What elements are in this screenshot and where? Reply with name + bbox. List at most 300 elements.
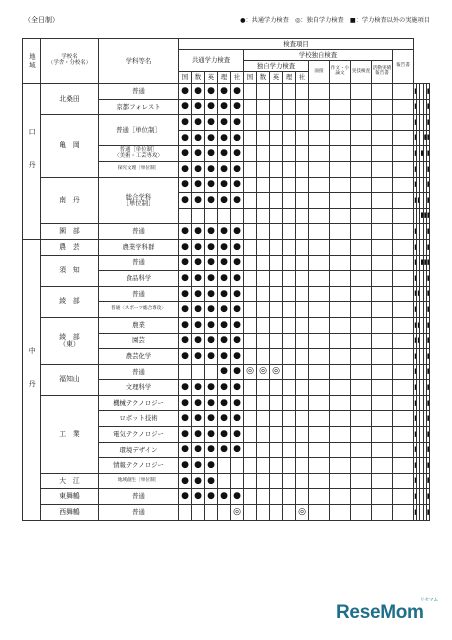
mark-cell xyxy=(426,224,429,240)
empty-cell xyxy=(218,505,231,521)
empty-cell xyxy=(244,380,257,396)
school-cell: 園 部 xyxy=(41,224,99,240)
common-test-mark: ● xyxy=(194,444,202,455)
mark-cell xyxy=(179,286,192,302)
mark-cell xyxy=(218,317,231,333)
mark-cell xyxy=(205,239,218,255)
empty-cell xyxy=(372,505,393,521)
empty-cell xyxy=(351,224,372,240)
common-test-mark: ● xyxy=(233,85,241,96)
mark-cell xyxy=(192,239,205,255)
mark-cell xyxy=(179,115,192,131)
empty-cell xyxy=(309,395,330,411)
page-header xyxy=(22,14,430,26)
common-test-mark: ● xyxy=(181,179,189,190)
empty-cell xyxy=(283,302,296,318)
mark-cell xyxy=(231,427,244,443)
common-test-mark: ● xyxy=(194,226,202,237)
empty-cell xyxy=(309,473,330,489)
empty-cell xyxy=(351,489,372,505)
mark-cell xyxy=(179,146,192,162)
mark-cell xyxy=(179,193,192,209)
subject-header-original: 社 xyxy=(296,72,309,84)
mark-cell xyxy=(426,239,429,255)
empty-cell xyxy=(330,84,351,100)
common-test-mark: ● xyxy=(233,335,241,346)
empty-cell xyxy=(270,130,283,146)
empty-cell xyxy=(257,161,270,177)
common-test-mark: ● xyxy=(207,382,215,393)
empty-cell xyxy=(330,161,351,177)
empty-cell xyxy=(270,208,283,224)
common-test-mark: ● xyxy=(181,194,189,205)
dept-cell: 情報テクノロジー xyxy=(99,458,179,474)
mark-cell xyxy=(179,84,192,100)
subject-header-common: 数 xyxy=(192,72,205,84)
mark-cell xyxy=(192,473,205,489)
mark-cell xyxy=(192,99,205,115)
table-row xyxy=(23,255,430,271)
common-test-mark: ● xyxy=(220,132,228,143)
other-item-mark xyxy=(427,258,430,266)
other-item-mark xyxy=(427,102,430,110)
subject-header-original: 英 xyxy=(270,72,283,84)
empty-cell xyxy=(309,99,330,115)
common-test-mark: ● xyxy=(220,428,228,439)
empty-cell xyxy=(257,349,270,365)
mark-cell xyxy=(205,130,218,146)
mark-cell xyxy=(192,193,205,209)
empty-cell xyxy=(270,442,283,458)
empty-cell xyxy=(179,505,192,521)
empty-cell xyxy=(283,130,296,146)
empty-cell xyxy=(244,427,257,443)
mark-cell xyxy=(426,458,429,474)
common-test-header: 共通学力検査 xyxy=(179,50,244,72)
empty-cell xyxy=(393,146,414,162)
empty-cell xyxy=(283,239,296,255)
empty-cell xyxy=(244,208,257,224)
empty-cell xyxy=(231,208,244,224)
mark-cell xyxy=(205,395,218,411)
mark-cell xyxy=(192,161,205,177)
empty-cell xyxy=(372,489,393,505)
empty-cell xyxy=(270,473,283,489)
mark-cell xyxy=(426,473,429,489)
empty-cell xyxy=(270,286,283,302)
common-test-mark: ● xyxy=(233,241,241,252)
empty-cell xyxy=(351,317,372,333)
common-test-mark: ● xyxy=(207,288,215,299)
table-row xyxy=(23,84,430,100)
other-item-mark xyxy=(427,243,430,251)
dept-cell: ロボット技術 xyxy=(99,411,179,427)
empty-cell xyxy=(351,271,372,287)
common-test-mark: ● xyxy=(194,163,202,174)
empty-cell xyxy=(244,286,257,302)
empty-cell xyxy=(309,84,330,100)
empty-cell xyxy=(372,177,393,193)
other-item-mark xyxy=(427,289,430,297)
common-test-mark: ● xyxy=(181,335,189,346)
empty-cell xyxy=(309,161,330,177)
mark-cell xyxy=(205,427,218,443)
table-row xyxy=(23,224,430,240)
common-test-mark: ● xyxy=(181,428,189,439)
empty-cell xyxy=(270,395,283,411)
empty-cell xyxy=(296,364,309,380)
subject-header-original: 国 xyxy=(244,72,257,84)
mark-cell xyxy=(179,224,192,240)
empty-cell xyxy=(218,208,231,224)
original-test-header: 独自学力検査 xyxy=(244,61,309,72)
empty-cell xyxy=(393,84,414,100)
mark-cell xyxy=(426,427,429,443)
empty-cell xyxy=(330,333,351,349)
empty-cell xyxy=(283,411,296,427)
dept-cell: 文理科学 xyxy=(99,380,179,396)
empty-cell xyxy=(393,286,414,302)
table-row xyxy=(23,317,430,333)
common-test-mark: ● xyxy=(220,491,228,502)
common-test-mark: ● xyxy=(194,132,202,143)
empty-cell xyxy=(296,255,309,271)
empty-cell xyxy=(270,99,283,115)
empty-cell xyxy=(330,427,351,443)
empty-cell xyxy=(244,317,257,333)
empty-cell xyxy=(330,380,351,396)
mark-cell xyxy=(218,224,231,240)
mark-cell xyxy=(179,349,192,365)
common-test-mark: ● xyxy=(181,444,189,455)
empty-cell xyxy=(330,224,351,240)
empty-cell xyxy=(393,380,414,396)
mark-cell xyxy=(426,177,429,193)
common-test-mark: ● xyxy=(207,428,215,439)
mark-cell xyxy=(231,317,244,333)
table-row xyxy=(23,177,430,193)
common-test-mark: ● xyxy=(181,241,189,252)
common-test-mark: ● xyxy=(220,272,228,283)
empty-cell xyxy=(270,427,283,443)
mark-cell xyxy=(192,442,205,458)
brand-logo xyxy=(336,598,440,630)
common-test-mark: ● xyxy=(194,194,202,205)
mark-cell xyxy=(205,224,218,240)
common-test-mark: ● xyxy=(181,85,189,96)
empty-cell xyxy=(244,161,257,177)
mark-cell xyxy=(257,364,270,380)
other-item-mark xyxy=(427,352,430,360)
empty-cell xyxy=(205,364,218,380)
mark-cell xyxy=(205,317,218,333)
dept-cell: 普通 xyxy=(99,489,179,505)
mark-cell xyxy=(192,255,205,271)
mark-cell xyxy=(231,161,244,177)
empty-cell xyxy=(283,208,296,224)
mark-cell xyxy=(231,364,244,380)
empty-cell xyxy=(257,130,270,146)
mark-cell xyxy=(192,427,205,443)
common-test-mark: ● xyxy=(233,382,241,393)
mark-cell xyxy=(179,255,192,271)
mark-cell xyxy=(179,161,192,177)
mark-cell xyxy=(205,411,218,427)
empty-cell xyxy=(330,99,351,115)
empty-cell xyxy=(283,146,296,162)
common-test-mark: ● xyxy=(194,179,202,190)
empty-cell xyxy=(283,271,296,287)
dept-cell: 探究文理［単位制］ xyxy=(99,161,179,177)
empty-cell xyxy=(257,208,270,224)
empty-cell xyxy=(393,395,414,411)
other-item-mark xyxy=(427,430,430,438)
common-test-mark: ● xyxy=(181,350,189,361)
table-row xyxy=(23,473,430,489)
empty-cell xyxy=(296,161,309,177)
school-cell: 南 丹 xyxy=(41,177,99,224)
empty-cell xyxy=(330,505,351,521)
empty-cell xyxy=(270,177,283,193)
common-test-mark: ● xyxy=(233,397,241,408)
mark-cell xyxy=(426,489,429,505)
mark-cell xyxy=(426,271,429,287)
other-item-mark xyxy=(427,399,430,407)
empty-cell xyxy=(393,364,414,380)
empty-cell xyxy=(296,84,309,100)
empty-cell xyxy=(257,302,270,318)
mark-cell xyxy=(218,395,231,411)
common-test-mark: ● xyxy=(220,350,228,361)
empty-cell xyxy=(330,302,351,318)
empty-cell xyxy=(257,224,270,240)
empty-cell xyxy=(257,115,270,131)
empty-cell xyxy=(296,224,309,240)
school-cell: 東舞鶴 xyxy=(41,489,99,505)
empty-cell xyxy=(330,239,351,255)
common-test-mark: ● xyxy=(207,460,215,471)
common-test-mark: ● xyxy=(220,116,228,127)
empty-cell xyxy=(257,255,270,271)
empty-cell xyxy=(244,302,257,318)
empty-cell xyxy=(393,505,414,521)
empty-cell xyxy=(283,193,296,209)
region-cell: 中丹 xyxy=(23,239,41,520)
empty-cell xyxy=(330,286,351,302)
empty-cell xyxy=(372,364,393,380)
empty-cell xyxy=(393,302,414,318)
mark-cell xyxy=(218,161,231,177)
empty-cell xyxy=(372,411,393,427)
original-test-mark: ◎ xyxy=(233,506,241,517)
empty-cell xyxy=(296,380,309,396)
common-test-mark: ● xyxy=(194,460,202,471)
empty-cell xyxy=(372,333,393,349)
empty-cell xyxy=(296,395,309,411)
common-test-mark: ● xyxy=(233,148,241,159)
empty-cell xyxy=(296,473,309,489)
other-item-mark xyxy=(427,133,430,141)
common-test-mark: ● xyxy=(194,85,202,96)
mark-cell xyxy=(179,395,192,411)
empty-cell xyxy=(257,489,270,505)
mark-cell xyxy=(231,442,244,458)
empty-cell xyxy=(330,473,351,489)
mark-cell xyxy=(218,364,231,380)
empty-cell xyxy=(330,489,351,505)
empty-cell xyxy=(283,224,296,240)
empty-cell xyxy=(283,177,296,193)
mark-cell xyxy=(231,255,244,271)
practical-header: 実技検査 xyxy=(351,61,372,84)
common-test-mark: ● xyxy=(207,101,215,112)
empty-cell xyxy=(257,411,270,427)
common-test-mark: ● xyxy=(233,366,241,377)
empty-cell xyxy=(257,177,270,193)
empty-cell xyxy=(283,99,296,115)
common-test-mark: ● xyxy=(220,194,228,205)
mark-cell xyxy=(179,489,192,505)
empty-cell xyxy=(351,333,372,349)
table-row xyxy=(23,115,430,131)
mark-cell xyxy=(218,115,231,131)
dept-cell: 農業 xyxy=(99,317,179,333)
mark-cell xyxy=(205,115,218,131)
empty-cell xyxy=(309,317,330,333)
common-test-mark: ● xyxy=(220,319,228,330)
mark-cell xyxy=(192,349,205,365)
empty-cell xyxy=(330,364,351,380)
empty-cell xyxy=(296,427,309,443)
empty-cell xyxy=(283,115,296,131)
common-test-mark: ● xyxy=(233,179,241,190)
common-test-mark: ● xyxy=(233,163,241,174)
empty-cell xyxy=(393,208,414,224)
common-test-mark: ● xyxy=(181,148,189,159)
common-test-mark: ● xyxy=(181,304,189,315)
empty-cell xyxy=(270,193,283,209)
empty-cell xyxy=(244,84,257,100)
mark-cell xyxy=(179,473,192,489)
mark-cell xyxy=(426,317,429,333)
empty-cell xyxy=(257,146,270,162)
empty-cell xyxy=(283,364,296,380)
common-test-mark: ● xyxy=(207,163,215,174)
school-cell: 大 江 xyxy=(41,473,99,489)
mark-cell xyxy=(205,177,218,193)
mark-cell xyxy=(192,286,205,302)
common-test-mark: ● xyxy=(181,288,189,299)
common-test-mark: ● xyxy=(220,257,228,268)
empty-cell xyxy=(309,239,330,255)
other-item-mark xyxy=(427,476,430,484)
mark-cell xyxy=(218,380,231,396)
mark-cell xyxy=(179,427,192,443)
empty-cell xyxy=(330,442,351,458)
dept-cell: 総合学科 ［単位制］ xyxy=(99,177,179,224)
empty-cell xyxy=(372,99,393,115)
mark-cell xyxy=(231,489,244,505)
empty-cell xyxy=(309,286,330,302)
empty-cell xyxy=(393,177,414,193)
region-cell: 口丹 xyxy=(23,84,41,240)
mark-cell xyxy=(205,84,218,100)
empty-cell xyxy=(244,395,257,411)
empty-cell xyxy=(283,286,296,302)
empty-cell xyxy=(231,473,244,489)
inspection-table xyxy=(22,38,430,521)
empty-cell xyxy=(244,130,257,146)
common-test-mark: ● xyxy=(207,444,215,455)
other-item-mark xyxy=(427,461,430,469)
empty-cell xyxy=(351,146,372,162)
common-test-mark: ● xyxy=(220,444,228,455)
mark-cell xyxy=(179,302,192,318)
empty-cell xyxy=(244,115,257,131)
empty-cell xyxy=(283,458,296,474)
original-test-mark: ◎ xyxy=(298,506,306,517)
empty-cell xyxy=(244,239,257,255)
empty-cell xyxy=(372,473,393,489)
empty-cell xyxy=(330,317,351,333)
mark-cell xyxy=(218,349,231,365)
empty-cell xyxy=(309,130,330,146)
mark-cell xyxy=(218,286,231,302)
empty-cell xyxy=(372,395,393,411)
common-test-mark: ● xyxy=(181,475,189,486)
common-test-mark: ● xyxy=(220,335,228,346)
common-test-mark: ● xyxy=(233,428,241,439)
empty-cell xyxy=(283,505,296,521)
empty-cell xyxy=(192,505,205,521)
empty-cell xyxy=(309,271,330,287)
mark-cell xyxy=(426,193,429,209)
mark-cell xyxy=(218,239,231,255)
empty-cell xyxy=(372,317,393,333)
empty-cell xyxy=(330,130,351,146)
empty-cell xyxy=(270,302,283,318)
common-test-mark: ● xyxy=(233,350,241,361)
mark-cell xyxy=(218,302,231,318)
mark-cell xyxy=(205,271,218,287)
mark-cell xyxy=(192,177,205,193)
empty-cell xyxy=(372,130,393,146)
mark-cell xyxy=(231,395,244,411)
empty-cell xyxy=(309,411,330,427)
empty-cell xyxy=(270,255,283,271)
mark-cell xyxy=(192,411,205,427)
mark-cell xyxy=(179,380,192,396)
empty-cell xyxy=(244,224,257,240)
common-test-mark: ● xyxy=(220,226,228,237)
school-cell: 西舞鶴 xyxy=(41,505,99,521)
empty-cell xyxy=(296,177,309,193)
dept-cell: 京都フォレスト xyxy=(99,99,179,115)
common-test-mark: ● xyxy=(194,428,202,439)
empty-cell xyxy=(351,208,372,224)
empty-cell xyxy=(296,489,309,505)
common-test-mark: ● xyxy=(233,194,241,205)
empty-cell xyxy=(244,193,257,209)
school-cell: 農 芸 xyxy=(41,239,99,255)
empty-cell xyxy=(393,130,414,146)
empty-cell xyxy=(296,193,309,209)
mark-cell xyxy=(192,458,205,474)
mark-cell xyxy=(205,255,218,271)
empty-cell xyxy=(257,458,270,474)
mark-cell xyxy=(231,99,244,115)
mark-cell xyxy=(426,395,429,411)
